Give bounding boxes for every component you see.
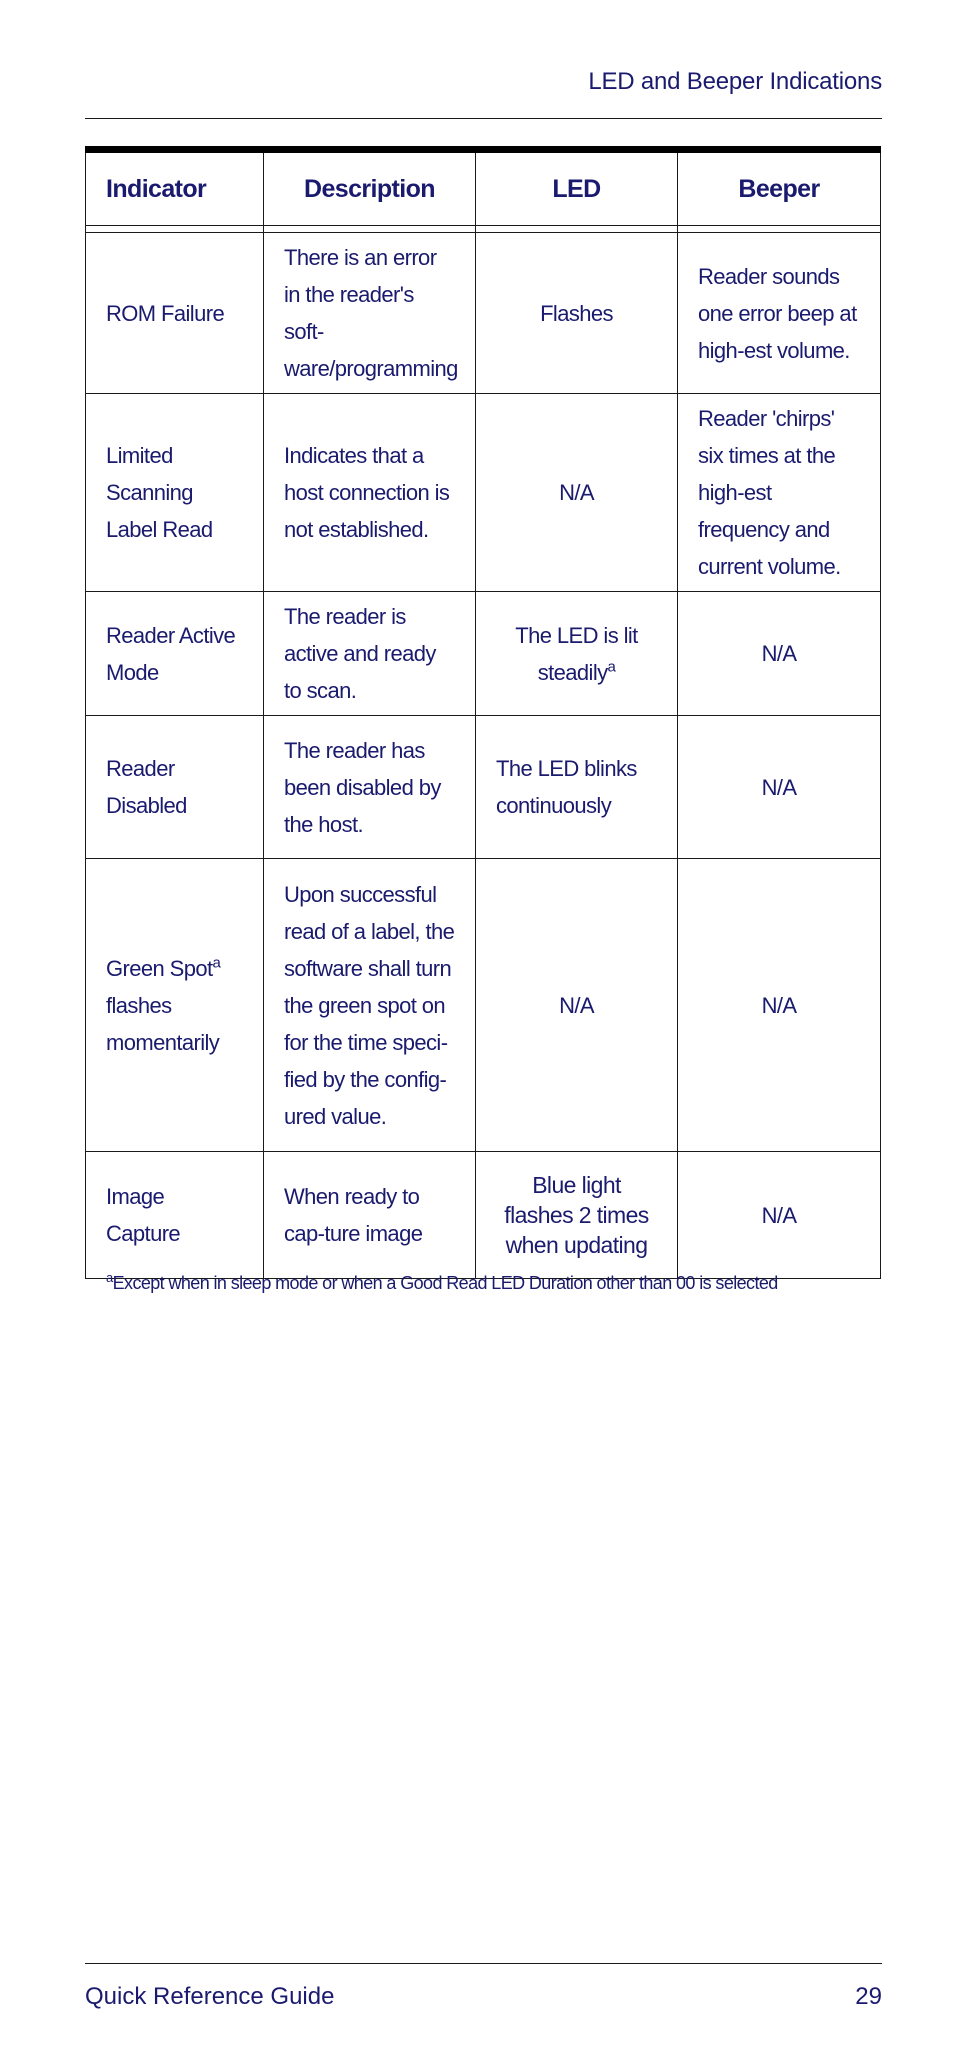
led-cell: N/A bbox=[476, 859, 678, 1152]
beeper-cell: N/A bbox=[678, 716, 881, 859]
running-header: LED and Beeper Indications bbox=[588, 68, 882, 95]
description-cell: The reader has been disabled by the host. bbox=[264, 716, 476, 859]
led-cell: Flashes bbox=[476, 233, 678, 394]
footnote-marker: a bbox=[607, 658, 616, 676]
beeper-cell: N/A bbox=[678, 1152, 881, 1279]
table-row bbox=[86, 716, 881, 859]
footnote-marker: a bbox=[212, 954, 221, 972]
header-divider bbox=[85, 118, 882, 119]
page-number: 29 bbox=[855, 1983, 882, 2010]
description-cell: The reader is active and ready to scan. bbox=[264, 592, 476, 716]
beeper-cell: Reader 'chirps' six times at the high-est frequency and current volume. bbox=[678, 394, 881, 592]
table-row bbox=[86, 233, 881, 394]
description-cell: There is an error in the reader's soft-ware/programming bbox=[264, 233, 476, 394]
beeper-cell: N/A bbox=[678, 859, 881, 1152]
column-header-description: Description bbox=[264, 150, 476, 226]
indicator-cell: Image Capture bbox=[86, 1152, 264, 1279]
led-beeper-table-wrapper bbox=[85, 146, 880, 1279]
led-cell: N/A bbox=[476, 394, 678, 592]
indicator-text-rest: flashes momentarily bbox=[106, 992, 220, 1055]
led-cell: Blue light flashes 2 times when updating bbox=[476, 1152, 678, 1279]
led-beeper-table bbox=[85, 146, 881, 1279]
footnote-text: Except when in sleep mode or when a Good Read LED Duration other than 00 is selected bbox=[112, 1273, 778, 1293]
beeper-cell: N/A bbox=[678, 592, 881, 716]
description-cell: Upon successful read of a label, the software shall turn the green spot on for the time speci-fied by the config-ured value. bbox=[264, 859, 476, 1152]
column-header-led: LED bbox=[476, 150, 678, 226]
footer-divider bbox=[85, 1963, 882, 1964]
table-header-row bbox=[86, 150, 881, 226]
indicator-cell: Reader Disabled bbox=[86, 716, 264, 859]
table-row bbox=[86, 1152, 881, 1279]
table-row bbox=[86, 592, 881, 716]
indicator-cell bbox=[86, 859, 264, 1152]
description-cell: Indicates that a host connection is not established. bbox=[264, 394, 476, 592]
table-footnote bbox=[106, 1270, 778, 1294]
description-cell: When ready to cap-ture image bbox=[264, 1152, 476, 1279]
header-double-rule bbox=[86, 226, 881, 233]
beeper-cell: Reader sounds one error beep at high-est volume. bbox=[678, 233, 881, 394]
indicator-cell: ROM Failure bbox=[86, 233, 264, 394]
indicator-text: Green Spot bbox=[106, 955, 213, 981]
table-row bbox=[86, 859, 881, 1152]
led-cell bbox=[476, 592, 678, 716]
footnote-marker: a bbox=[106, 1270, 113, 1285]
footer-guide-title: Quick Reference Guide bbox=[85, 1983, 335, 2010]
indicator-cell: Limited Scanning Label Read bbox=[86, 394, 264, 592]
column-header-beeper: Beeper bbox=[678, 150, 881, 226]
led-text: The LED is lit steadily bbox=[515, 622, 638, 685]
indicator-cell: Reader Active Mode bbox=[86, 592, 264, 716]
column-header-indicator: Indicator bbox=[86, 150, 264, 226]
led-cell: The LED blinks continuously bbox=[476, 716, 678, 859]
table-row bbox=[86, 394, 881, 592]
